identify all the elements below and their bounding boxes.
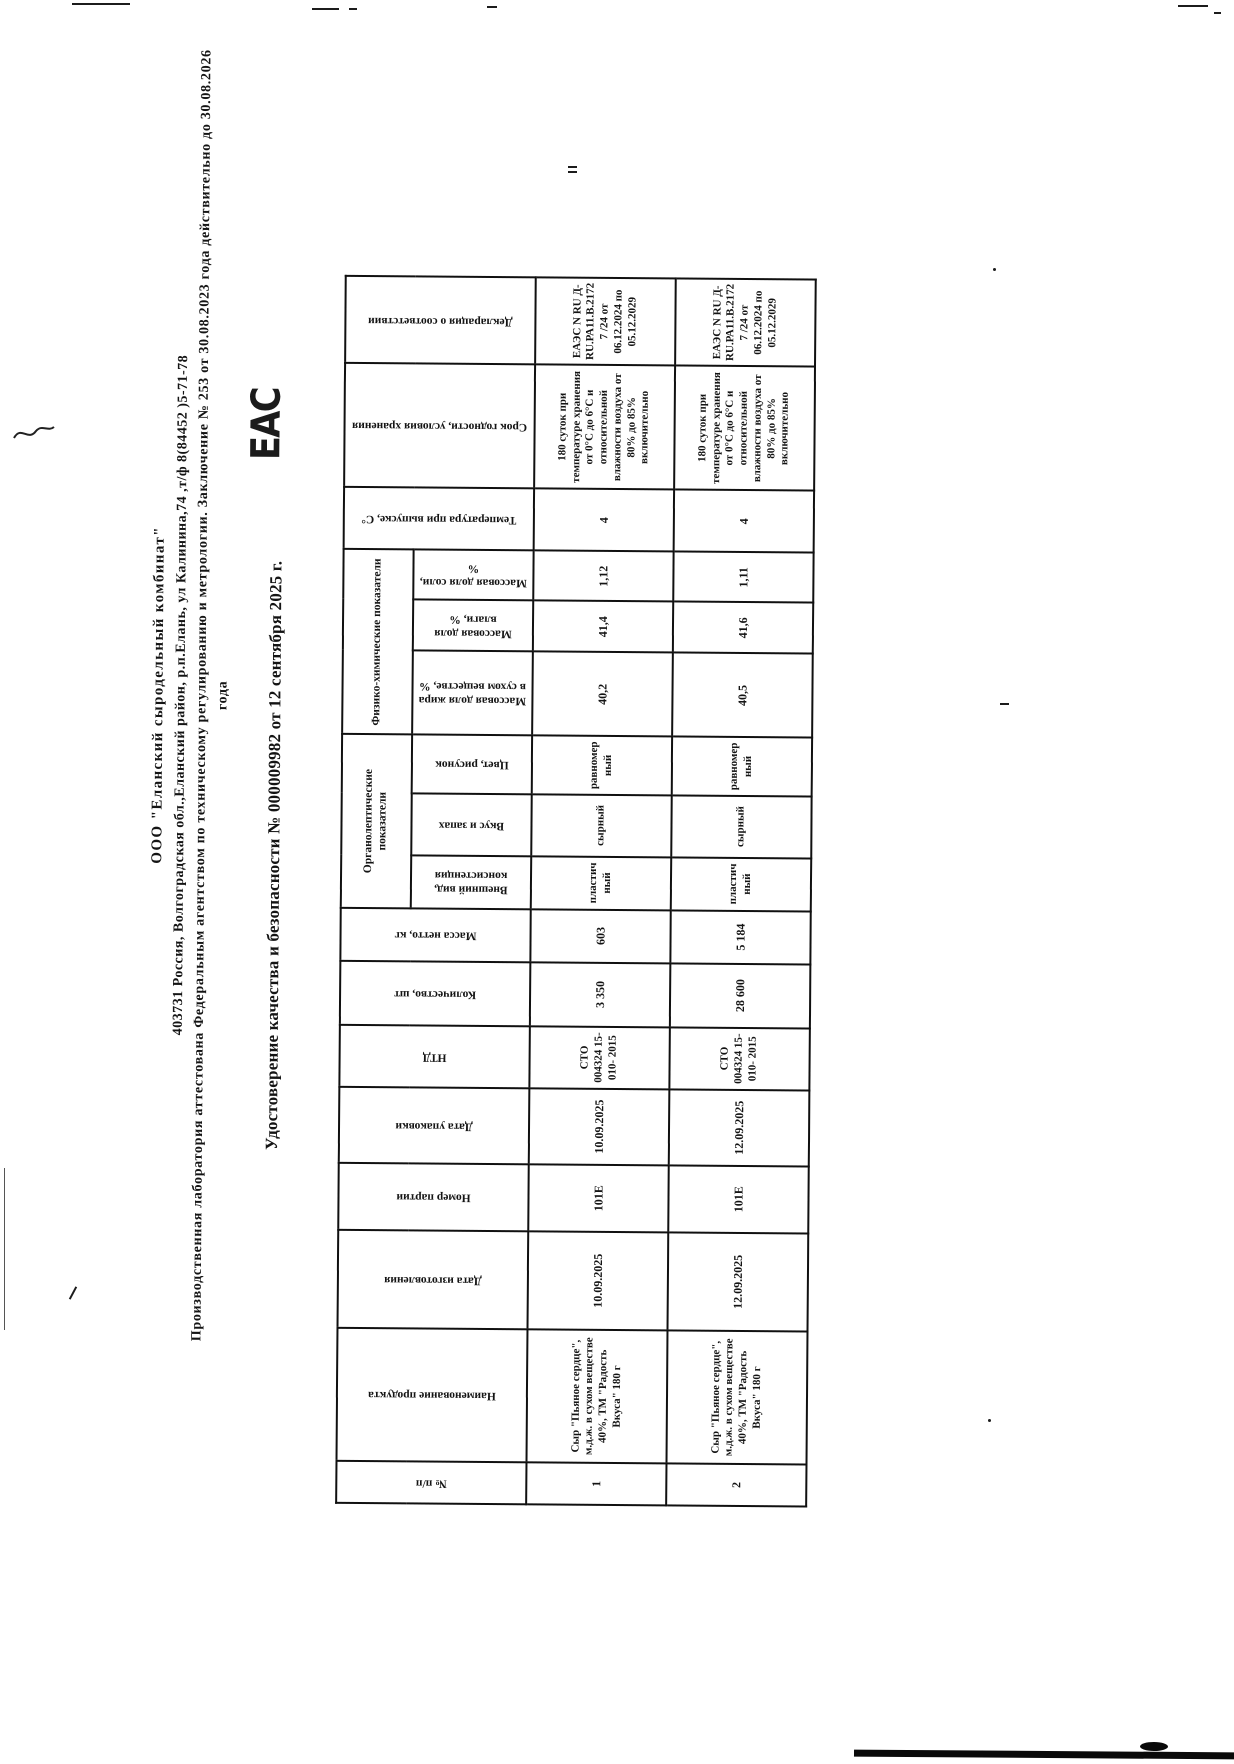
table-row-1 [526, 277, 676, 1505]
cell-r2-shelf: 180 суток при температуре хранения от 0°С до 6°С и относительной влажности воздуха от 80% до 85% включительно [674, 366, 815, 491]
header-taste [411, 793, 531, 856]
scan-squiggle-mark [12, 420, 56, 446]
header-fat [412, 651, 533, 736]
header-net [340, 907, 530, 962]
cell-r1-mfg-date: 10.09.2025 [527, 1231, 668, 1330]
cell-r1-fat: 40,2 [532, 652, 673, 737]
cell-r2-batch: 101Е [668, 1165, 809, 1233]
header-physchem-group: Физико-химические показатели [342, 549, 413, 735]
cell-r2-fat: 40,5 [672, 653, 813, 738]
header-temp-label: Температура при выпуске, С° [361, 513, 517, 527]
scan-edge-blob [1140, 1742, 1168, 1751]
cell-r2-qty: 28 600 [670, 963, 810, 1028]
header-row-groups [336, 276, 416, 1504]
cell-r2-product: Сыр "Пьяное сердце", м.д.ж. в сухом веществе 40%, ТМ "Радость Вкуса" 180 г [666, 1330, 807, 1464]
header-salt [413, 550, 533, 601]
cell-r1-num: 1 [526, 1462, 666, 1505]
cell-r2-temp: 4 [674, 490, 814, 553]
header-product-label: Наименование продукта [368, 1389, 496, 1403]
scan-artifact [4, 1168, 5, 1330]
cell-r1-batch: 101Е [528, 1164, 669, 1232]
header-taste-label: Вкус и запах [438, 818, 505, 832]
cell-r2-taste: сырный [671, 795, 811, 858]
cell-r1-net: 603 [530, 909, 670, 963]
header-num [336, 1461, 526, 1505]
cell-r1-moisture: 41,4 [533, 601, 673, 653]
header-shelf [344, 363, 535, 489]
cell-r1-ntd: СТО 004324 15-010- 2015 [529, 1026, 669, 1089]
cell-r1-appearance: пластичный [531, 856, 671, 910]
header-mfg-date-label: Дата изготовления [384, 1273, 482, 1287]
cell-r1-taste: сырный [531, 794, 671, 857]
header-declaration [345, 276, 536, 365]
header-shelf-label: Срок годности, условия хранения [351, 419, 528, 434]
header-salt-label: Массовая доля соли, % [419, 563, 527, 590]
scan-artifact [487, 6, 497, 8]
scan-artifact [993, 268, 996, 271]
cell-r1-shelf: 180 суток при температуре хранения от 0°С до 6°С и относительной влажности воздуха от 80% до 85% включительно [534, 365, 675, 490]
header-pack-date-label: Дата упаковки [395, 1119, 473, 1133]
company-address: 403731 Россия, Волгоградская обл.,Еланский район, р.п.Елань, ул Калинина,74 ,т/ф 8(84452 )5-71-78 [170, 354, 191, 1036]
cell-r2-ntd: СТО 004324 15-010- 2015 [669, 1027, 809, 1090]
header-batch [338, 1163, 529, 1232]
header-qty [340, 960, 530, 1026]
scan-artifact [568, 166, 577, 168]
header-color-label: Цвет, рисунок [435, 758, 509, 772]
cell-r2-mfg-date: 12.09.2025 [667, 1232, 808, 1331]
scan-artifact [988, 1419, 991, 1422]
scan-artifact [568, 171, 577, 173]
header-mfg-date [337, 1230, 528, 1330]
cell-r2-num: 2 [666, 1463, 806, 1506]
header-temp [344, 487, 534, 551]
cell-r2-declaration: ЕАЭС N RU Д- RU.РА11.В.21727 /24 от 06.12.2024 по 05.12.2029 [675, 278, 816, 366]
cell-r1-declaration: ЕАЭС N RU Д- RU.РА11.В.21727 /24 от 06.12.2024 по 05.12.2029 [535, 277, 676, 365]
header-color [412, 735, 532, 794]
cell-r2-appearance: пластичный [671, 857, 811, 911]
cell-r1-pack-date: 10.09.2025 [529, 1088, 670, 1165]
scan-artifact [1178, 5, 1208, 7]
header-qty-label: Количество, шт [394, 987, 477, 1001]
company-name: ООО "Еланский сыродельный комбинат" [149, 526, 168, 864]
eac-conformity-mark: ЕАС [243, 388, 290, 461]
scan-artifact [72, 3, 130, 5]
cell-r2-pack-date: 12.09.2025 [669, 1089, 810, 1166]
company-header [142, 37, 238, 1353]
cell-r1-qty: 3 350 [530, 962, 670, 1027]
header-net-label: Масса нетто, кг [394, 929, 477, 942]
cell-r2-salt: 1,11 [673, 552, 813, 603]
document-title: Удостоверение качества и безопасности № 000009982 от 12 сентября 2025 г. [261, 560, 286, 1150]
header-moisture [413, 600, 533, 652]
cell-r1-salt: 1,12 [533, 551, 673, 602]
header-fat-label: Массовая доля жира в сухом веществе, % [418, 680, 527, 708]
scan-artifact [1000, 703, 1009, 705]
scan-artifact [1214, 12, 1221, 14]
quality-certificate-table [335, 275, 817, 1508]
header-pack-date [339, 1087, 530, 1165]
scan-artifact [349, 8, 357, 10]
header-declaration-label: Декларация о соответствии [368, 314, 513, 328]
header-num-label: № п/п [415, 1477, 447, 1490]
header-moisture-label: Массовая доля влаги, % [434, 613, 512, 640]
header-ntd-label: НТД [422, 1050, 447, 1064]
cell-r2-moisture: 41,6 [673, 602, 813, 654]
cell-r2-net: 5 184 [670, 910, 810, 964]
header-batch-label: Номер партии [396, 1191, 471, 1204]
table-row-2 [666, 278, 816, 1506]
lab-accreditation-note: Производственная лаборатория аттестована Федеральным агентством по техническому регулированию и метрологии. Заключение № 253 от 30.08.2023 года действительно до 30.08.2026 года [188, 49, 231, 1342]
scan-artifact [312, 8, 339, 10]
header-product [336, 1328, 527, 1463]
cell-r1-color: равномерный [532, 736, 672, 795]
cell-r1-temp: 4 [534, 489, 674, 552]
header-appearance-label: Внешний вид, консистенция [434, 869, 508, 896]
header-ntd [339, 1024, 529, 1088]
cell-r1-product: Сыр "Пьяное сердце", м.д.ж. в сухом веществе 40%, ТМ "Радость Вкуса" 180 г [526, 1329, 667, 1463]
header-organoleptic-group: Органолептические показатели [341, 734, 412, 908]
header-appearance [411, 855, 531, 909]
cell-r2-color: равномерный [672, 737, 812, 796]
